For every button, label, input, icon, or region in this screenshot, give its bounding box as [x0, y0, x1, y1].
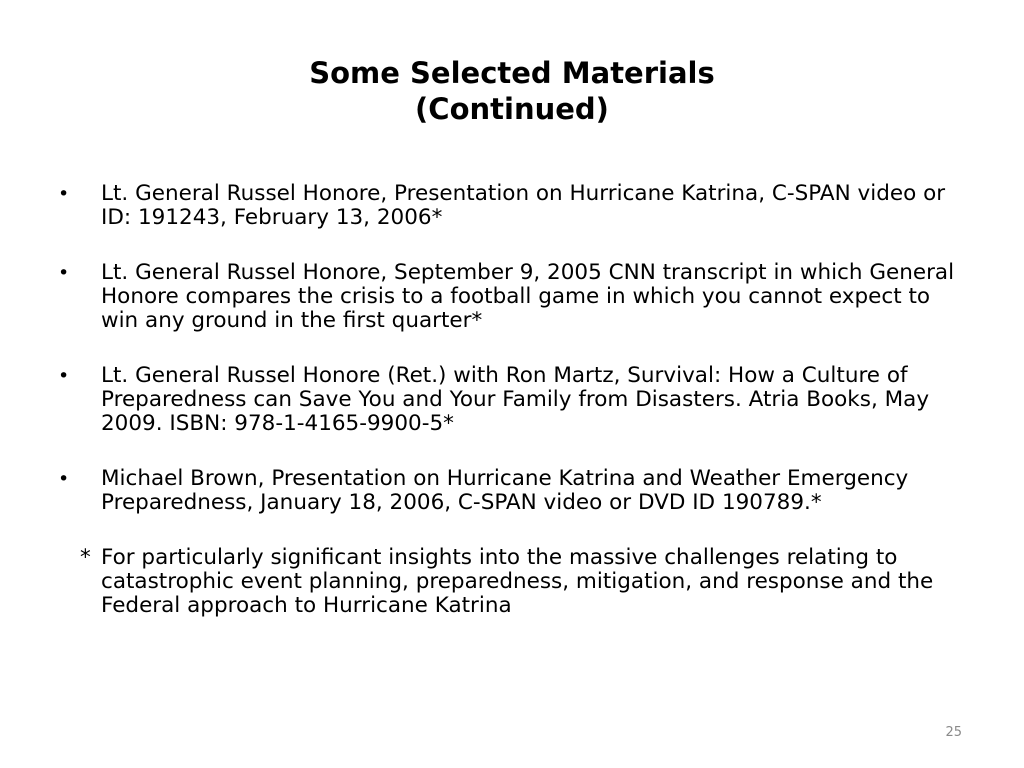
footnote-text: For particularly significant insights into the massive challenges relating to catastrophic event planning, preparedness, mitigation, and response and the Federal approach to Hurricane Katrina [101, 545, 934, 618]
bullet-text: Lt. General Russel Honore, Presentation on Hurricane Katrina, C-SPAN video or ID: 191243, February 13, 2006* [101, 181, 946, 230]
title-line-2: (Continued) [415, 92, 609, 126]
bullet-icon: • [58, 183, 70, 205]
bullet-icon: • [58, 262, 70, 284]
title-line-1: Some Selected Materials [309, 56, 715, 90]
footnote [58, 546, 958, 618]
bullet-icon: • [58, 468, 70, 490]
bullet-item-honore-book [58, 364, 958, 436]
slide-title [0, 55, 1024, 127]
page-number: 25 [945, 725, 962, 740]
slide-content [58, 182, 958, 618]
bullet-icon: • [58, 365, 70, 387]
bullet-text: Lt. General Russel Honore, September 9, 2005 CNN transcript in which General Honore compares the crisis to a football game in which you cannot expect to win any ground in the first quarter* [101, 260, 955, 333]
bullet-item-honore-cnn [58, 261, 958, 333]
bullet-text: Michael Brown, Presentation on Hurricane Katrina and Weather Emergency Preparedness, January 18, 2006, C-SPAN video or DVD ID 190789.* [101, 466, 909, 515]
bullet-item-brown-cspan [58, 467, 958, 515]
bullet-text: Lt. General Russel Honore (Ret.) with Ron Martz, Survival: How a Culture of Preparedness can Save You and Your Family from Disasters. Atria Books, May 2009. ISBN: 978-1-4165-9900-5* [101, 363, 930, 436]
bullet-list [58, 182, 958, 515]
asterisk-icon: * [80, 545, 91, 570]
bullet-item-honore-cspan [58, 182, 958, 230]
